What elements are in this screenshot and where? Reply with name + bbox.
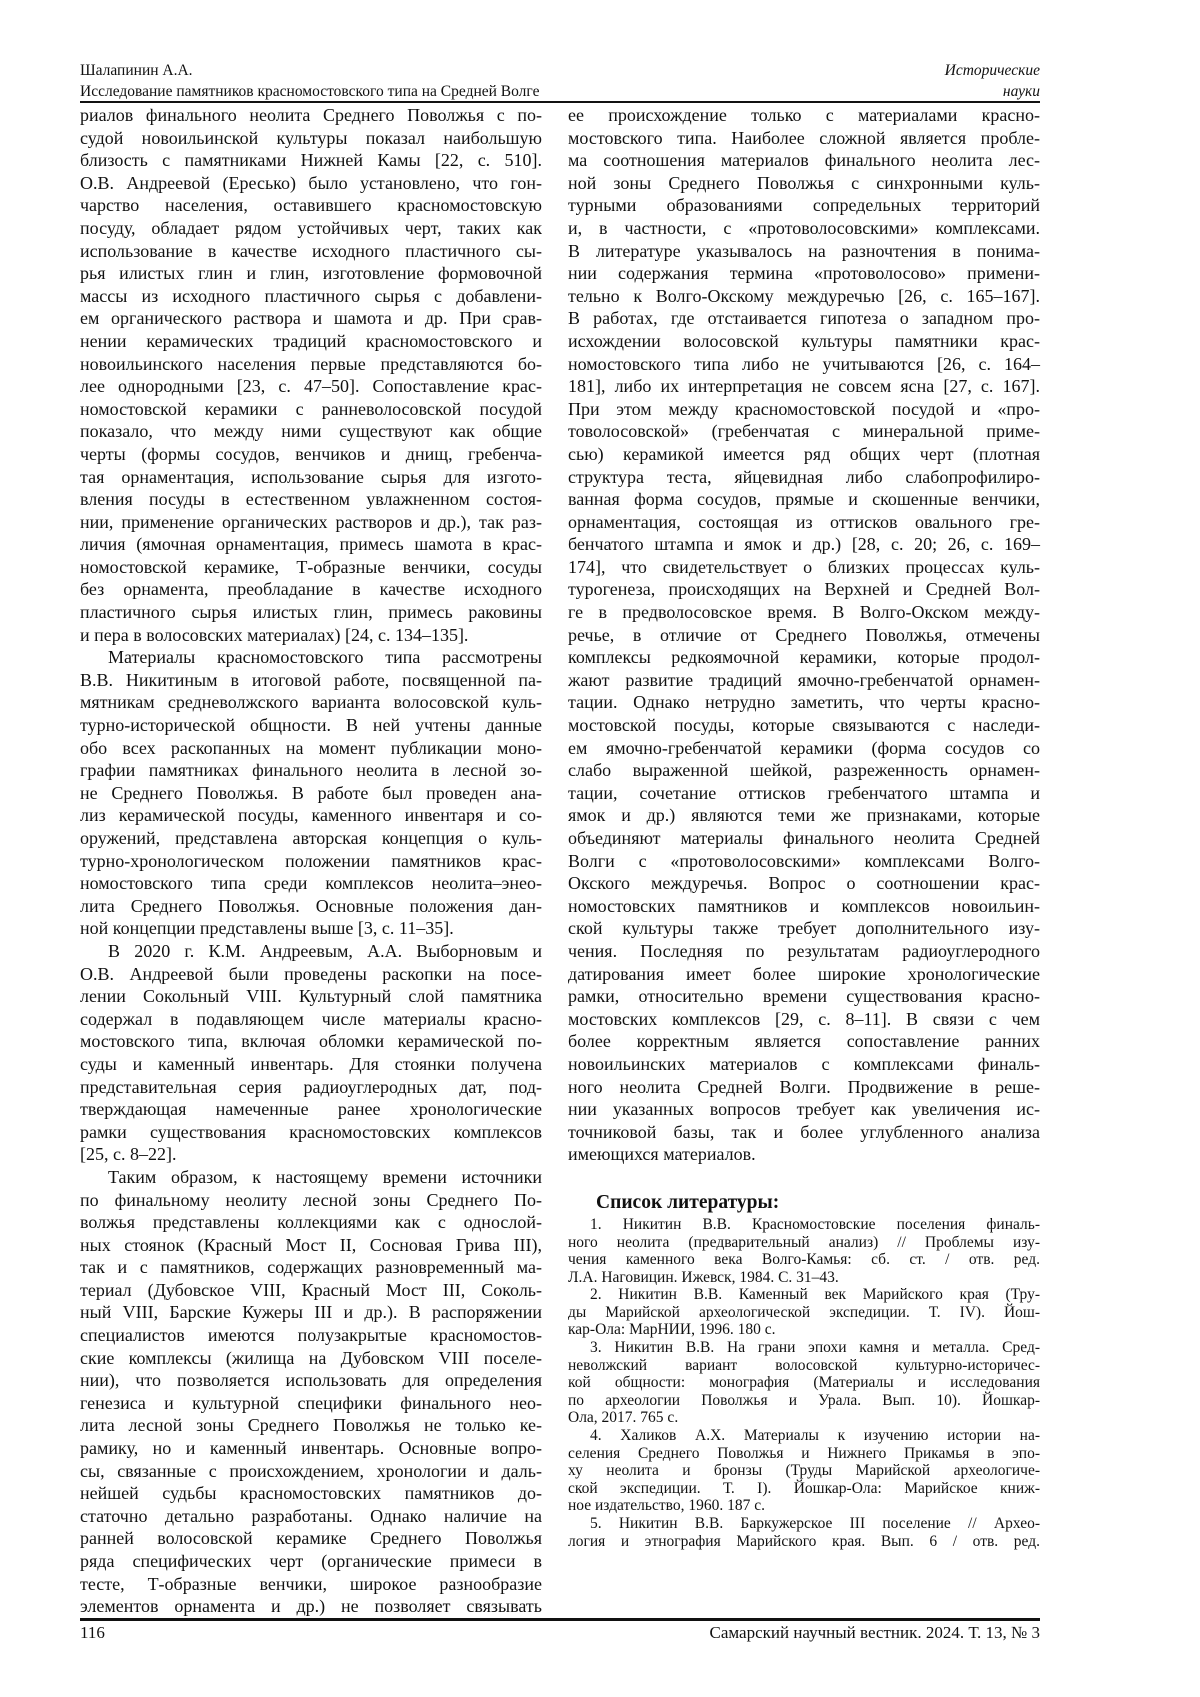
reference-item	[568, 1427, 1040, 1515]
text-line: посуду, обладает рядом устойчивых черт, таких как	[80, 217, 542, 240]
text-line: тации, сочетание оттисков гребенчатого штампа и	[568, 782, 1040, 805]
text-line: объединяют материалы финального неолита Средней	[568, 827, 1040, 850]
text-line: элементов орнамента и др.) не позволяет связывать	[80, 1595, 542, 1618]
text-line: териал (Дубовское VIII, Красный Мост III, Соколь-	[80, 1279, 542, 1302]
references-heading: Список литературы:	[568, 1190, 1040, 1216]
text-line: селения Среднего Поволжья и Нижнего Прикамья в эпо-	[568, 1445, 1040, 1463]
text-line: более корректным является сопоставление ранних	[568, 1030, 1040, 1053]
text-line: ем ямочно-гребенчатой керамики (форма сосудов со	[568, 737, 1040, 760]
text-line: ванная форма сосудов, прямые и скошенные венчики,	[568, 488, 1040, 511]
text-line: новоильинского населения первые представляются бо-	[80, 353, 542, 376]
text-line: номостовского типа среди комплексов неолита–энео-	[80, 872, 542, 895]
text-line: комплексы редкоямочной керамики, которые продол-	[568, 646, 1040, 669]
header-author: Шалапинин А.А.	[80, 60, 539, 81]
text-line: статочно детально разработаны. Однако наличие на	[80, 1505, 542, 1528]
text-line: и пера в волосовских материалах) [24, с. 134–135].	[80, 624, 542, 647]
text-line: генезиса и культурной специфики финального нео-	[80, 1392, 542, 1415]
text-line: 174], что свидетельствует о близких процессах куль-	[568, 556, 1040, 579]
text-line: лении Сокольный VIII. Культурный слой памятника	[80, 985, 542, 1008]
reference-item	[568, 1216, 1040, 1286]
text-line: 5. Никитин В.В. Баркужерское III поселение // Архео-	[568, 1515, 1040, 1533]
text-line: Ола, 2017. 765 с.	[568, 1409, 1040, 1427]
text-line: мостовского типа, включая обломки керамической по-	[80, 1030, 542, 1053]
text-line: структура теста, яйцевидная либо слабопрофилиро-	[568, 466, 1040, 489]
paragraph	[80, 104, 542, 646]
text-line: ской экспедиции. Т. I). Йошкар-Ола: Марийское книж-	[568, 1480, 1040, 1498]
text-line: лита лесной зоны Среднего Поволжья не только ке-	[80, 1414, 542, 1437]
text-line: нии), что позволяется использовать для определения	[80, 1369, 542, 1392]
text-line: датирования имеет более широкие хронологические	[568, 963, 1040, 986]
text-line: мостовских комплексов [29, с. 8–11]. В связи с чем	[568, 1008, 1040, 1031]
text-line: чения. Последняя по результатам радиоуглеродного	[568, 940, 1040, 963]
text-line: ге в предволосовское время. В Волго-Окском между-	[568, 601, 1040, 624]
text-line: слабо выраженной шейкой, разреженность орнамен-	[568, 759, 1040, 782]
text-line: орнаментация, состоящая из оттисков овального гре-	[568, 511, 1040, 534]
text-line: лее однородными [23, с. 47–50]. Сопоставление крас-	[80, 375, 542, 398]
text-line: бенчатого штампа и ямок и др.) [28, с. 20; 26, с. 169–	[568, 533, 1040, 556]
journal-citation: Самарский научный вестник. 2024. Т. 13, № 3	[710, 1622, 1041, 1644]
text-line: волжья представлены коллекциями как с однослой-	[80, 1211, 542, 1234]
text-line: кар-Ола: МарНИИ, 1996. 180 с.	[568, 1321, 1040, 1339]
text-line: О.В. Андреевой были проведены раскопки на посе-	[80, 963, 542, 986]
text-line: нии указанных вопросов требует как увеличения ис-	[568, 1098, 1040, 1121]
text-line: тверждающая намеченные ранее хронологические	[80, 1098, 542, 1121]
text-line: лиз керамической посуды, каменного инвентаря и со-	[80, 804, 542, 827]
text-line: ма соотношения материалов финального неолита лес-	[568, 149, 1040, 172]
text-line: Волги с «протоволосовскими» комплексами Волго-	[568, 850, 1040, 873]
text-line: рамки существования красномостовских комплексов	[80, 1121, 542, 1144]
text-line: по финальному неолиту лесной зоны Среднего По-	[80, 1189, 542, 1212]
text-line: судой новоильинской культуры показал наибольшую	[80, 127, 542, 150]
text-line: новоильинских материалов с комплексами финаль-	[568, 1053, 1040, 1076]
text-line: кой общности: монография (Материалы и исследования	[568, 1374, 1040, 1392]
text-line: номостовского типа либо не учитываются [26, с. 164–	[568, 353, 1040, 376]
text-line: по археологии Поволжья и Урала. Вып. 10). Йошкар-	[568, 1392, 1040, 1410]
text-line: ный VIII, Барские Кужеры III и др.). В распоряжении	[80, 1301, 542, 1324]
text-line: не Среднего Поволжья. В работе был проведен ана-	[80, 782, 542, 805]
text-line: нии, применение органических растворов и др.), так раз-	[80, 511, 542, 534]
reference-item	[568, 1515, 1040, 1550]
text-line: мятникам средневолжского варианта волосовской куль-	[80, 691, 542, 714]
text-line: турно-хронологическом положении памятников крас-	[80, 850, 542, 873]
text-line: пластичного сырья илистых глин, примесь раковины	[80, 601, 542, 624]
text-line: ных стоянок (Красный Мост II, Сосновая Грива III),	[80, 1234, 542, 1257]
left-column	[80, 104, 542, 1618]
text-line: содержал в подавляющем числе материалы красно-	[80, 1008, 542, 1031]
text-line: ранней волосовской керамике Среднего Поволжья	[80, 1527, 542, 1550]
header-section	[945, 60, 1040, 102]
text-line: так и с памятников, содержащих разновременный ма-	[80, 1256, 542, 1279]
text-line: графии памятниках финального неолита в лесной зо-	[80, 759, 542, 782]
text-line: чения каменного века Волго-Камья: сб. ст. / отв. ред.	[568, 1251, 1040, 1269]
text-line: ной концепции представлены выше [3, с. 11–35].	[80, 917, 542, 940]
header-article-title: Исследование памятников красномостовского типа на Средней Волге	[80, 81, 539, 102]
header-section-line1: Исторические	[945, 60, 1040, 81]
text-line: В литературе указывалось на разночтения в понима-	[568, 240, 1040, 263]
text-line: ного неолита Средней Волги. Продвижение в реше-	[568, 1076, 1040, 1099]
text-line: рья илистых глин и глин, изготовление формовочной	[80, 262, 542, 285]
text-line: ем органического раствора и шамота и др. При срав-	[80, 307, 542, 330]
page-number: 116	[80, 1622, 105, 1644]
text-line: 4. Халиков А.Х. Материалы к изучению истории на-	[568, 1427, 1040, 1445]
text-line: товолосовской» (гребенчатая с минеральной приме-	[568, 420, 1040, 443]
text-line: нейшей судьбы красномостовских памятников до-	[80, 1482, 542, 1505]
text-line: черты (формы сосудов, венчиков и днищ, гребенча-	[80, 443, 542, 466]
text-line: представительная серия радиоуглеродных дат, под-	[80, 1076, 542, 1099]
header-left	[80, 60, 539, 102]
text-line: 3. Никитин В.В. На грани эпохи камня и металла. Сред-	[568, 1339, 1040, 1357]
text-line: специалистов имеются полузакрытые красномостов-	[80, 1324, 542, 1347]
text-line: сы, связанные с происхождением, хронологии и даль-	[80, 1460, 542, 1483]
right-column	[568, 104, 1040, 1550]
reference-item	[568, 1339, 1040, 1427]
footer-rule	[80, 1618, 1040, 1621]
text-line: точниковой базы, так и более углубленного анализа	[568, 1121, 1040, 1144]
header-rule	[80, 101, 1040, 103]
text-line: ской культуры также требует дополнительного изу-	[568, 917, 1040, 940]
text-line: ного неолита (предварительный анализ) // Проблемы изу-	[568, 1234, 1040, 1252]
text-line: и, в частности, с «протоволосовскими» комплексами.	[568, 217, 1040, 240]
text-line: тая орнаментация, использование сырья для изгото-	[80, 466, 542, 489]
text-line: рамки, относительно времени существования красно-	[568, 985, 1040, 1008]
text-line: номостовской керамике, Т-образные венчики, сосуды	[80, 556, 542, 579]
text-line: суды и каменный инвентарь. Для стоянки получена	[80, 1053, 542, 1076]
text-line: неволжский вариант волосовской культурно-историчес-	[568, 1357, 1040, 1375]
text-line: без орнамента, преобладание в качестве исходного	[80, 578, 542, 601]
text-line: имеющихся материалов.	[568, 1143, 1040, 1166]
header-section-line2: науки	[945, 81, 1040, 102]
text-line: мостовской посуды, которые связываются с наследи-	[568, 714, 1040, 737]
text-line: жают развитие традиций ямочно-гребенчатой орнамен-	[568, 669, 1040, 692]
text-line: В.В. Никитиным в итоговой работе, посвященной па-	[80, 669, 542, 692]
paragraph	[80, 1166, 542, 1618]
text-line: оружений, представлена авторская концепция о куль-	[80, 827, 542, 850]
text-line: 2. Никитин В.В. Каменный век Марийского края (Тру-	[568, 1286, 1040, 1304]
text-line: тации. Однако нетрудно заметить, что черты красно-	[568, 691, 1040, 714]
text-line: чарство населения, оставившего красномостовскую	[80, 194, 542, 217]
text-line: В 2020 г. К.М. Андреевым, А.А. Выборновым и	[80, 940, 542, 963]
text-line: массы из исходного пластичного сырья с добавлени-	[80, 285, 542, 308]
paragraph	[80, 940, 542, 1166]
text-line: ее происхождение только с материалами красно-	[568, 104, 1040, 127]
text-line: В работах, где отстаивается гипотеза о западном про-	[568, 307, 1040, 330]
text-line: ряда специфических черт (органические примеси в	[80, 1550, 542, 1573]
text-line: тельно к Волго-Окскому междуречью [26, с. 165–167].	[568, 285, 1040, 308]
text-line: риалов финального неолита Среднего Поволжья с по-	[80, 104, 542, 127]
text-line: ное издательство, 1960. 187 с.	[568, 1497, 1040, 1515]
text-line: вления посуды в естественном увлажненном состоя-	[80, 488, 542, 511]
text-line: При этом между красномостовской посудой и «про-	[568, 398, 1040, 421]
paragraph	[568, 104, 1040, 1166]
text-line: мостовского типа. Наиболее сложной является пробле-	[568, 127, 1040, 150]
right-column-body	[568, 104, 1040, 1166]
text-line: 181], либо их интерпретация не совсем ясна [27, с. 167].	[568, 375, 1040, 398]
text-line: турными образованиями сопредельных территорий	[568, 194, 1040, 217]
text-line: сью) керамикой имеется ряд общих черт (плотная	[568, 443, 1040, 466]
text-line: турно-исторической общности. В ней учтены данные	[80, 714, 542, 737]
text-line: обо всех раскопанных на момент публикации моно-	[80, 737, 542, 760]
text-line: ды Марийской археологической экспедиции. Т. IV). Йош-	[568, 1304, 1040, 1322]
text-line: рамику, но и каменный инвентарь. Основные вопро-	[80, 1437, 542, 1460]
references-list	[568, 1216, 1040, 1550]
text-line: нении керамических традиций красномостовского и	[80, 330, 542, 353]
text-line: турогенеза, происходящих на Верхней и Средней Вол-	[568, 578, 1040, 601]
text-line: ямок и др.) являются теми же признаками, которые	[568, 804, 1040, 827]
text-line: личия (ямочная орнаментация, примесь шамота в крас-	[80, 533, 542, 556]
text-line: [25, с. 8–22].	[80, 1143, 542, 1166]
paragraph	[80, 646, 542, 940]
text-line: 1. Никитин В.В. Красномостовские поселения финаль-	[568, 1216, 1040, 1234]
text-line: нии содержания термина «протоволосово» примени-	[568, 262, 1040, 285]
text-line: близость с памятниками Нижней Камы [22, с. 510].	[80, 149, 542, 172]
text-line: логия и этнография Марийского края. Вып. 6 / отв. ред.	[568, 1533, 1040, 1551]
text-line: тесте, Т-образные венчики, широкое разнообразие	[80, 1573, 542, 1596]
text-line: О.В. Андреевой (Ересько) было установлено, что гон-	[80, 172, 542, 195]
text-line: лита Среднего Поволжья. Основные положения дан-	[80, 895, 542, 918]
text-line: речье, в отличие от Среднего Поволжья, отмечены	[568, 624, 1040, 647]
text-line: Окского междуречья. Вопрос о соотношении крас-	[568, 872, 1040, 895]
text-line: ские комплексы (жилища на Дубовском VIII поселе-	[80, 1347, 542, 1370]
reference-item	[568, 1286, 1040, 1339]
text-line: Л.А. Наговицин. Ижевск, 1984. С. 31–43.	[568, 1269, 1040, 1287]
text-line: исхождении волосовской культуры памятники крас-	[568, 330, 1040, 353]
text-line: ной зоны Среднего Поволжья с синхронными куль-	[568, 172, 1040, 195]
text-line: номостовской керамики с ранневолосовской посудой	[80, 398, 542, 421]
text-line: Материалы красномостовского типа рассмотрены	[80, 646, 542, 669]
text-line: использование в качестве исходного пластичного сы-	[80, 240, 542, 263]
text-line: показало, что между ними существуют как общие	[80, 420, 542, 443]
text-line: Таким образом, к настоящему времени источники	[80, 1166, 542, 1189]
text-line: ху неолита и бронзы (Труды Марийской археологиче-	[568, 1462, 1040, 1480]
text-line: номостовских памятников и комплексов новоильин-	[568, 895, 1040, 918]
